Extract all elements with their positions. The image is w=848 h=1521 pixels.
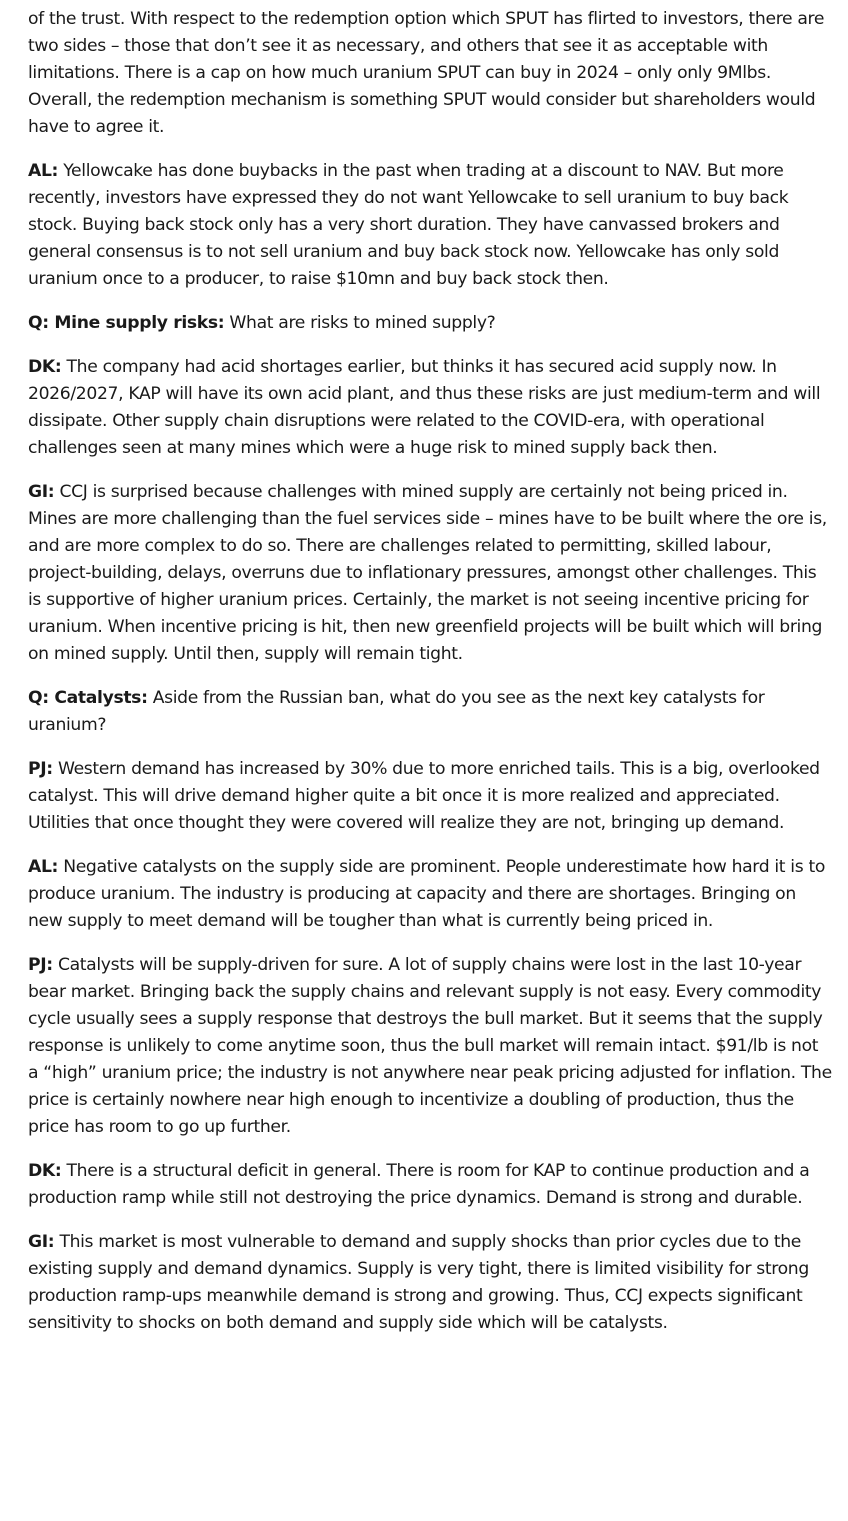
speaker-label: GI: — [28, 482, 55, 502]
question-catalysts — [28, 685, 832, 739]
paragraph-text: The company had acid shortages earlier, but thinks it has secured acid supply now. In 2026/2027, KAP will have its own acid plant, and thus these risks are just medium-term and will dissipate. Other supply chain disruptions were related to the COVID-era, with operational challenges seen at many mines which were a huge risk to mined supply back then. — [28, 357, 821, 458]
paragraph-text: of the trust. With respect to the redemption option which SPUT has flirted to investors, there are two sides – those that don’t see it as necessary, and others that see it as acceptable with limitations. There is a cap on how much uranium SPUT can buy in 2024 – only only 9Mlbs. Overall, the redemption mechanism is something SPUT would consider but shareholders would have to agree it. — [28, 9, 825, 137]
paragraph-text: There is a structural deficit in general. There is room for KAP to continue production and a production ramp while still not destroying the price dynamics. Demand is strong and durable. — [28, 1161, 810, 1208]
speaker-label: GI: — [28, 1232, 55, 1252]
speaker-label: DK: — [28, 357, 62, 377]
paragraph-text: This market is most vulnerable to demand and supply shocks than prior cycles due to the existing supply and demand dynamics. Supply is very tight, there is limited visibility for strong production ramp-ups meanwhile demand is strong and growing. Thus, CCJ expects significant sensitivity to shocks on both demand and supply side which will be catalysts. — [28, 1232, 809, 1333]
paragraph-dk-acid-supply — [28, 354, 832, 462]
paragraph-trust-redemption — [28, 6, 832, 141]
paragraph-al-negative-catalysts — [28, 854, 832, 935]
speaker-label: DK: — [28, 1161, 62, 1181]
paragraph-gi-mined-supply — [28, 479, 832, 668]
paragraph-dk-structural-deficit — [28, 1158, 832, 1212]
paragraph-gi-shocks — [28, 1229, 832, 1337]
speaker-label: PJ: — [28, 955, 53, 975]
paragraph-pj-supply-driven — [28, 952, 832, 1141]
question-text: Aside from the Russian ban, what do you see as the next key catalysts for uranium? — [28, 688, 765, 735]
speaker-label: PJ: — [28, 759, 53, 779]
paragraph-text: Yellowcake has done buybacks in the past when trading at a discount to NAV. But more recently, investors have expressed they do not want Yellowcake to sell uranium to buy back stock. Buying back stock only has a very short duration. They have canvassed brokers and general consensus is to not sell uranium and buy back stock now. Yellowcake has only sold uranium once to a producer, to raise $10mn and buy back stock then. — [28, 161, 789, 289]
document-body — [28, 6, 832, 1337]
paragraph-text: Western demand has increased by 30% due to more enriched tails. This is a big, overlooked catalyst. This will drive demand higher quite a bit once it is more realized and appreciated. Utilities that once thought they were covered will realize they are not, bringing up demand. — [28, 759, 820, 833]
speaker-label: AL: — [28, 161, 59, 181]
question-text: What are risks to mined supply? — [224, 313, 496, 333]
question-label: Q: Catalysts: — [28, 688, 148, 708]
speaker-label: AL: — [28, 857, 59, 877]
question-mine-supply-risks — [28, 310, 832, 337]
paragraph-al-buybacks — [28, 158, 832, 293]
paragraph-text: Negative catalysts on the supply side are prominent. People underestimate how hard it is to produce uranium. The industry is producing at capacity and there are shortages. Bringing on new supply to meet demand will be tougher than what is currently being priced in. — [28, 857, 826, 931]
question-label: Q: Mine supply risks: — [28, 313, 225, 333]
paragraph-text: CCJ is surprised because challenges with mined supply are certainly not being priced in. Mines are more challenging than the fuel services side – mines have to be built where the ore is, and are more complex to do so. There are challenges related to permitting, skilled labour, project-building, delays, overruns due to inflationary pressures, amongst other challenges. This is supportive of higher uranium prices. Certainly, the market is not seeing incentive pricing for uranium. When incentive pricing is hit, then new greenfield projects will be built which will bring on mined supply. Until then, supply will remain tight. — [28, 482, 827, 664]
paragraph-text: Catalysts will be supply-driven for sure. A lot of supply chains were lost in the last 10-year bear market. Bringing back the supply chains and relevant supply is not easy. Every commodity cycle usually sees a supply response that destroys the bull market. But it seems that the supply response is unlikely to come anytime soon, thus the bull market will remain intact. $91/lb is not a “high” uranium price; the industry is not anywhere near peak pricing adjusted for inflation. The price is certainly nowhere near high enough to incentivize a doubling of production, thus the price has room to go up further. — [28, 955, 832, 1137]
paragraph-pj-western-demand — [28, 756, 832, 837]
